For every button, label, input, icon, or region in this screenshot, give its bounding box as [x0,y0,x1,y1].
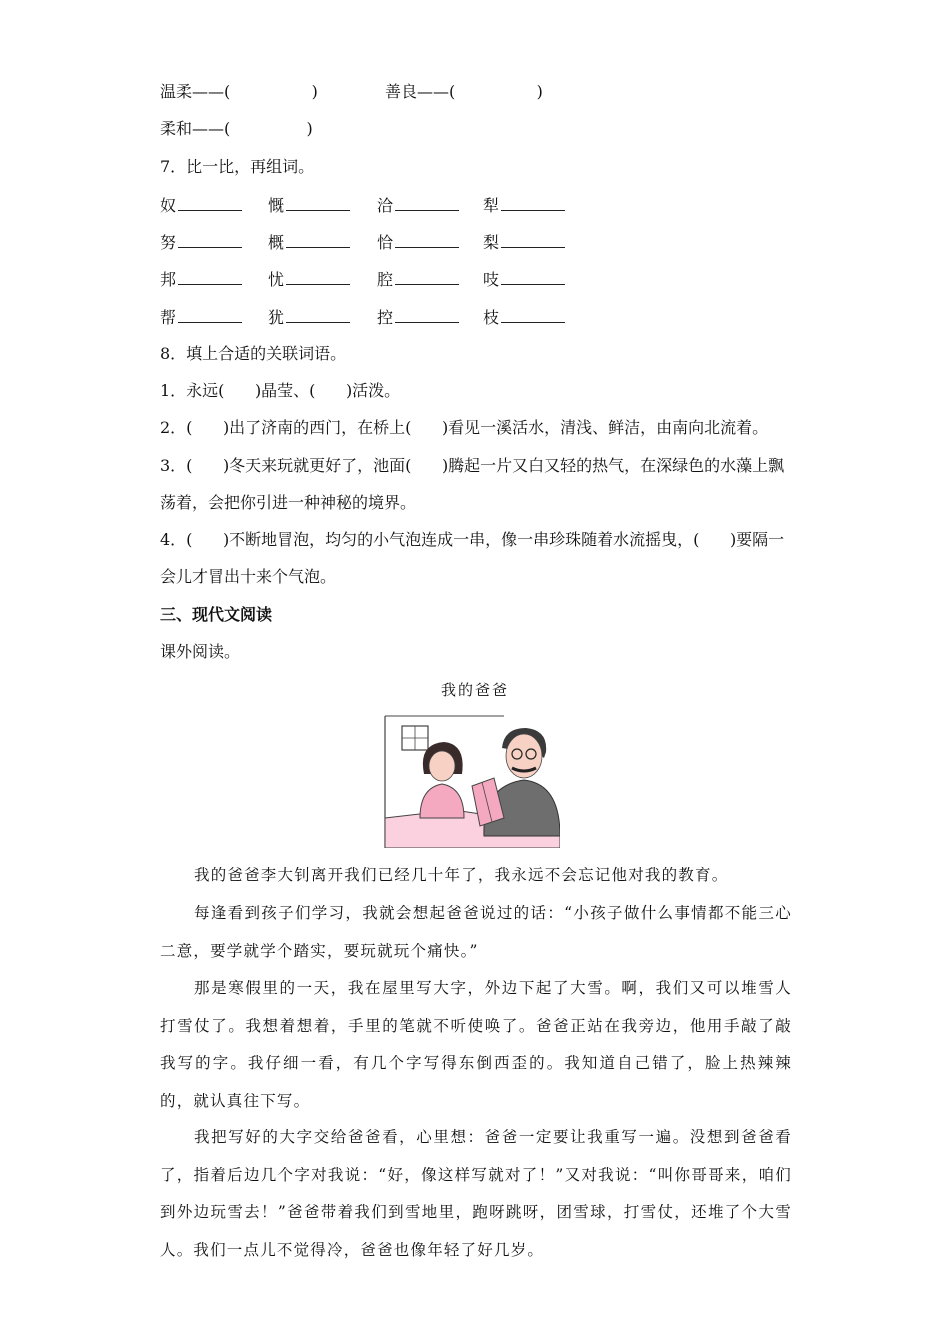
q7-char: 犁 [483,196,500,215]
article-paragraph: 那是寒假里的一天，我在屋里写大字，外边下起了大雪。啊，我们又可以堆雪人打雪仗了。我想着想着，手里的笔就不听使唤了。爸爸正站在我旁边，他用手敲了敲我写的字。我仔细一看，有几个字写得东倒西歪的。我知道自己错了，脸上热辣辣的，就认真往下写。 [160,979,792,1110]
q7-cell [377,268,459,291]
q7-cell [160,231,242,254]
fill-blank[interactable] [178,268,242,285]
antonym-word: 温柔 [160,82,193,101]
answer-blank[interactable]: ( ) [224,82,318,101]
q7-cell [268,231,350,254]
dash: —— [192,82,225,101]
section-heading: 三、现代文阅读 [160,605,273,624]
q7-char: 努 [160,233,177,252]
father-daughter-illustration [384,714,560,848]
q7-char: 恰 [377,233,394,252]
q7-char: 忧 [268,270,285,289]
q7-cell [268,306,350,329]
dash: —— [417,82,450,101]
q7-char: 奴 [160,196,177,215]
girl-face [429,751,455,781]
fill-blank[interactable] [286,194,350,211]
antonym-item [385,81,543,103]
q7-cell [483,194,565,217]
q7-char: 腔 [377,270,394,289]
antonym-word: 善良 [385,82,418,101]
q7-cell [160,194,242,217]
girl-dress [420,784,464,818]
q7-cell [483,268,565,291]
q7-char: 慨 [268,196,285,215]
q8-item-continuation: 会儿才冒出十来个气泡。 [160,567,337,586]
fill-blank[interactable] [286,306,350,323]
antonym-word: 柔和 [160,119,193,138]
q8-item: 2．( )出了济南的西门，在桥上( )看见一溪活水，清浅、鲜洁，由南向北流着。 [160,418,769,437]
fill-blank[interactable] [178,306,242,323]
q8-item: 3．( )冬天来玩就更好了，池面( )腾起一片又白又轻的热气，在深绿色的水藻上飘 [160,456,785,475]
q7-cell [268,194,350,217]
q7-cell [377,306,459,329]
q7-char: 吱 [483,270,500,289]
q7-cell [377,231,459,254]
fill-blank[interactable] [501,194,565,211]
q7-char: 枝 [483,308,500,327]
antonym-item [160,118,313,140]
fill-blank[interactable] [395,268,459,285]
fill-blank[interactable] [286,231,350,248]
fill-blank[interactable] [395,231,459,248]
q8-item: 1．永远( )晶莹、( )活泼。 [160,381,401,400]
section-subheading: 课外阅读。 [160,642,241,661]
q7-char: 概 [268,233,285,252]
q8-heading: 8．填上合适的关联词语。 [160,344,347,363]
fill-blank[interactable] [395,194,459,211]
q7-char: 帮 [160,308,177,327]
fill-blank[interactable] [395,306,459,323]
answer-blank[interactable]: ( ) [224,119,313,138]
fill-blank[interactable] [501,268,565,285]
article-paragraph: 我的爸爸李大钊离开我们已经几十年了，我永远不会忘记他对我的教育。 [194,866,729,884]
q7-cell [483,306,565,329]
q7-cell [377,194,459,217]
q7-char: 邦 [160,270,177,289]
article-paragraph: 我把写好的大字交给爸爸看，心里想：爸爸一定要让我重写一遍。没想到爸爸看了，指着后边几个字对我说：“好，像这样写就对了！”又对我说：“叫你哥哥来，咱们到外边玩雪去！”爸爸带着我们到雪地里，跑呀跳呀，团雪球，打雪仗，还堆了个大雪人。我们一点儿不觉得冷，爸爸也像年轻了好几岁。 [160,1128,792,1259]
article-title: 我的爸爸 [440,681,509,699]
q8-item: 4．( )不断地冒泡，均匀的小气泡连成一串，像一串珍珠随着水流摇曳，( )要隔一 [160,530,785,549]
antonym-item [160,81,318,103]
fill-blank[interactable] [501,306,565,323]
fill-blank[interactable] [501,231,565,248]
q7-char: 犹 [268,308,285,327]
answer-blank[interactable]: ( ) [449,82,543,101]
article-paragraph: 每逢看到孩子们学习，我就会想起爸爸说过的话：“小孩子做什么事情都不能三心二意，要学就学个踏实，要玩就玩个痛快。” [160,904,792,960]
dash: —— [192,119,225,138]
q7-cell [160,268,242,291]
fill-blank[interactable] [178,231,242,248]
fill-blank[interactable] [286,268,350,285]
q7-cell [268,268,350,291]
q8-item-continuation: 荡着，会把你引进一种神秘的境界。 [160,493,417,512]
fill-blank[interactable] [178,194,242,211]
q7-cell [483,231,565,254]
q7-char: 洽 [377,196,394,215]
q7-heading: 7．比一比，再组词。 [160,157,315,176]
q7-char: 梨 [483,233,500,252]
q7-cell [160,306,242,329]
q7-char: 控 [377,308,394,327]
